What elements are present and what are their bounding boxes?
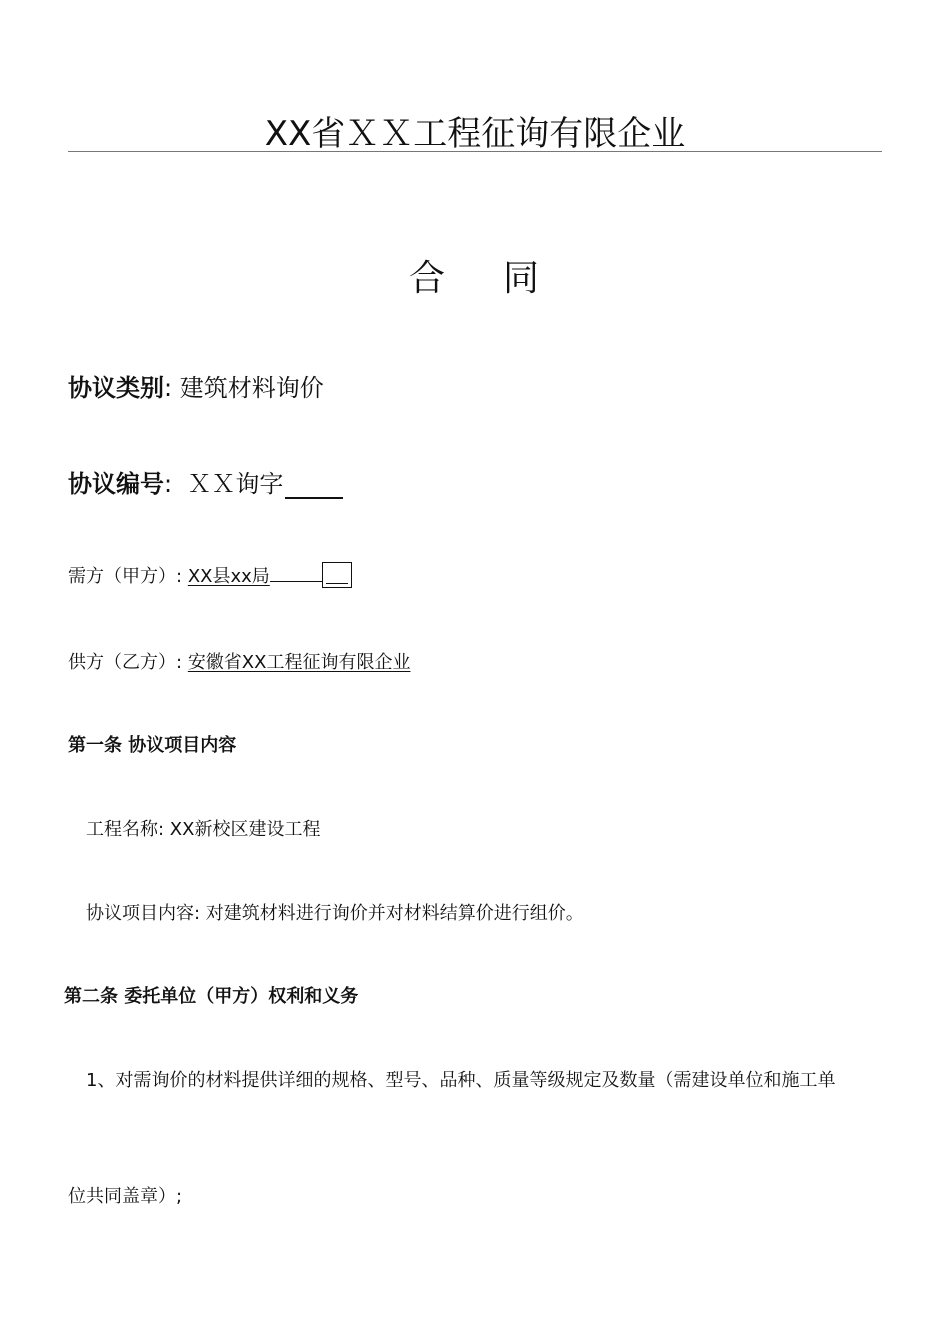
- project-content: 协议项目内容: 对建筑材料进行询价并对材料结算价进行组价。: [86, 903, 584, 924]
- contract-number-line: [68, 464, 343, 499]
- project-name: 工程名称: XX新校区建设工程: [86, 819, 321, 840]
- contract-number-label: 协议编号: [68, 470, 164, 498]
- duty1-line2: 位共同盖章）;: [68, 1186, 183, 1207]
- article2-heading: 第二条 委托单位（甲方）权利和义务: [64, 986, 359, 1007]
- article1-heading: 第一条 协议项目内容: [68, 735, 237, 756]
- party-b-line: [68, 648, 410, 674]
- party-b-label: 供方（乙方）:: [68, 652, 183, 673]
- contract-category-line: [68, 368, 324, 403]
- company-title: XX省ＸＸ工程征询有限企业: [264, 114, 686, 154]
- duty1-line1: 1、对需询价的材料提供详细的规格、型号、品种、质量等级规定及数量（需建设单位和施工单: [86, 1070, 836, 1091]
- contract-number-colon: :: [164, 470, 173, 498]
- contract-category-value: 建筑材料询价: [179, 374, 324, 402]
- party-a-underline: [270, 565, 322, 582]
- contract-category-colon: :: [164, 374, 173, 402]
- party-a-box: [322, 562, 352, 588]
- party-a-line: [68, 562, 352, 588]
- contract-number-value: ＸＸ询字: [187, 470, 284, 498]
- party-a-label: 需方（甲方）:: [68, 566, 183, 587]
- contract-number-blank: [285, 475, 343, 499]
- document-title: [0, 250, 950, 301]
- party-b-value: 安徽省XX工程征询有限企业: [187, 652, 411, 673]
- document-title-part2: 同: [503, 258, 542, 299]
- party-a-value: XX县xx局: [187, 566, 270, 587]
- contract-category-label: 协议类别: [68, 374, 164, 402]
- document-title-part1: 合: [408, 258, 447, 299]
- header-divider: [68, 151, 882, 152]
